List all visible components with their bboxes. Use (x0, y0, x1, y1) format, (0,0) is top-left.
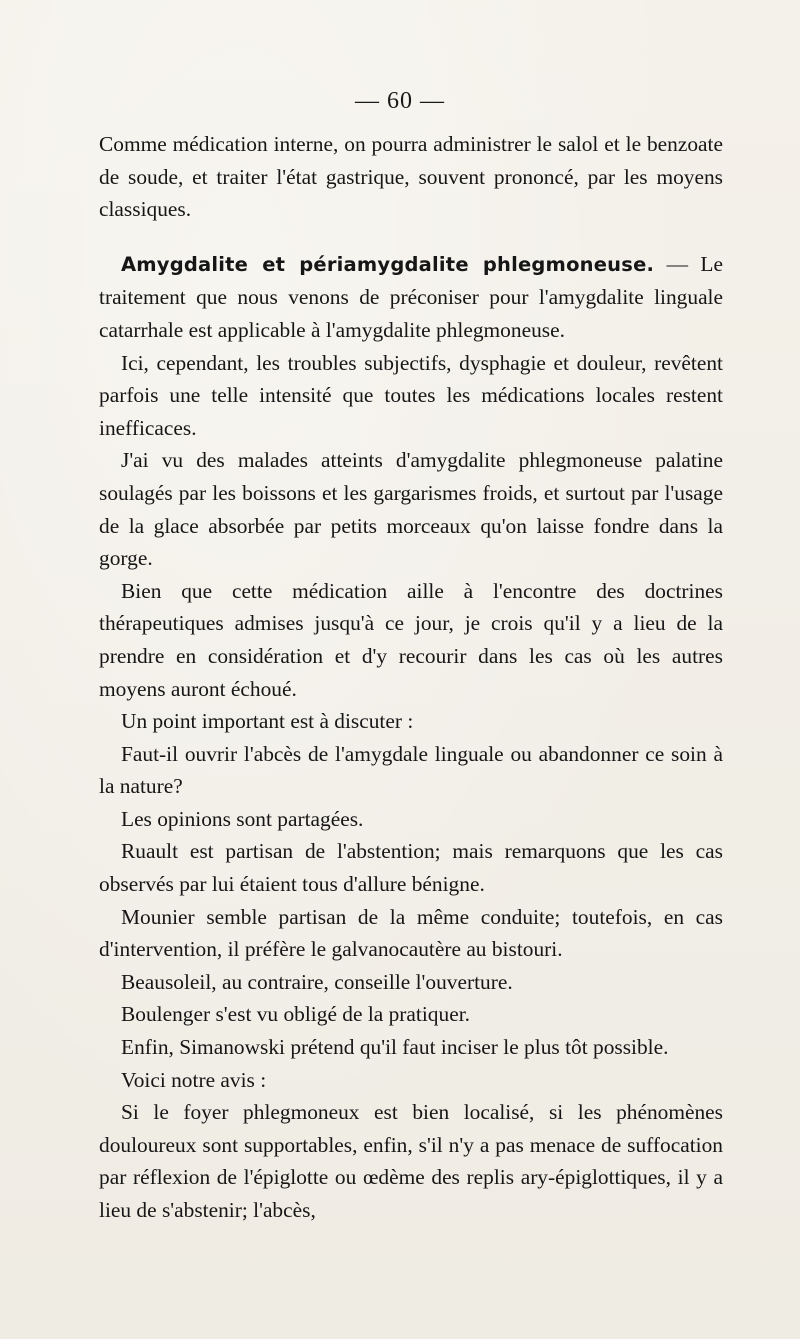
section-dash: — Le (654, 251, 723, 276)
paragraph-avis: Voici notre avis : (121, 1067, 267, 1092)
paragraph-malades: J'ai vu des malades atteints d'amygdalite phlegmoneuse palatine soulagés par les boissons et les gargarismes froids, et surtout par l'usage de la glace absorbée par petits morceaux qu'on laisse fondre dans la gorge. (99, 448, 723, 571)
paragraph-troubles: Ici, cependant, les troubles subjectifs, dysphagie et douleur, revêtent parfois une telle intensité que toutes les médications locales restent inefficaces. (99, 350, 723, 440)
paragraph-mounier: Mounier semble partisan de la même conduite; toutefois, en cas d'intervention, il préfère le galvanocautère au bistouri. (99, 904, 723, 962)
section-heading: Amygdalite et périamygdalite phlegmoneuse. (121, 252, 655, 276)
paragraph-question: Faut-il ouvrir l'abcès de l'amygdale linguale ou abandonner ce soin à la nature? (99, 741, 723, 799)
page-number: — 60 — (355, 88, 445, 114)
paragraph-simanowski: Enfin, Simanowski prétend qu'il faut inciser le plus tôt possible. (121, 1035, 669, 1060)
paragraph-boulenger: Boulenger s'est vu obligé de la pratiquer. (121, 1002, 470, 1027)
section-intro-text: traitement que nous venons de préconiser pour l'amygdalite linguale catarrhale est applicable à l'amygdalite phlegmoneuse. (99, 285, 723, 342)
paragraph-foyer: Si le foyer phlegmoneux est bien localisé, si les phénomènes douloureux sont supportables, enfin, s'il n'y a pas menace de suffocation par réflexion de l'épiglotte ou œdème des replis ary-épiglottiques, il y a lieu de s'abstenir; l'abcès, (99, 1100, 723, 1222)
paragraph-beausoleil: Beausoleil, au contraire, conseille l'ouverture. (121, 969, 513, 994)
paragraph-section-intro (99, 248, 723, 347)
paragraph-ruault: Ruault est partisan de l'abstention; mais remarquons que les cas observés par lui étaient tous d'allure bénigne. (99, 839, 723, 897)
paragraph-point: Un point important est à discuter : (121, 709, 414, 734)
paragraph-medication: Comme médication interne, on pourra administrer le salol et le benzoate de soude, et traiter l'état gastrique, souvent prononcé, par les moyens classiques. (99, 132, 723, 222)
paragraph-opinions: Les opinions sont partagées. (121, 806, 364, 831)
paragraph-doctrines: Bien que cette médication aille à l'encontre des doctrines thérapeutiques admises jusqu'à ce jour, je crois qu'il y a lieu de la prendre en considération et d'y recourir dans les cas où les autres moyens auront échoué. (99, 578, 723, 701)
body-text (99, 128, 723, 1227)
